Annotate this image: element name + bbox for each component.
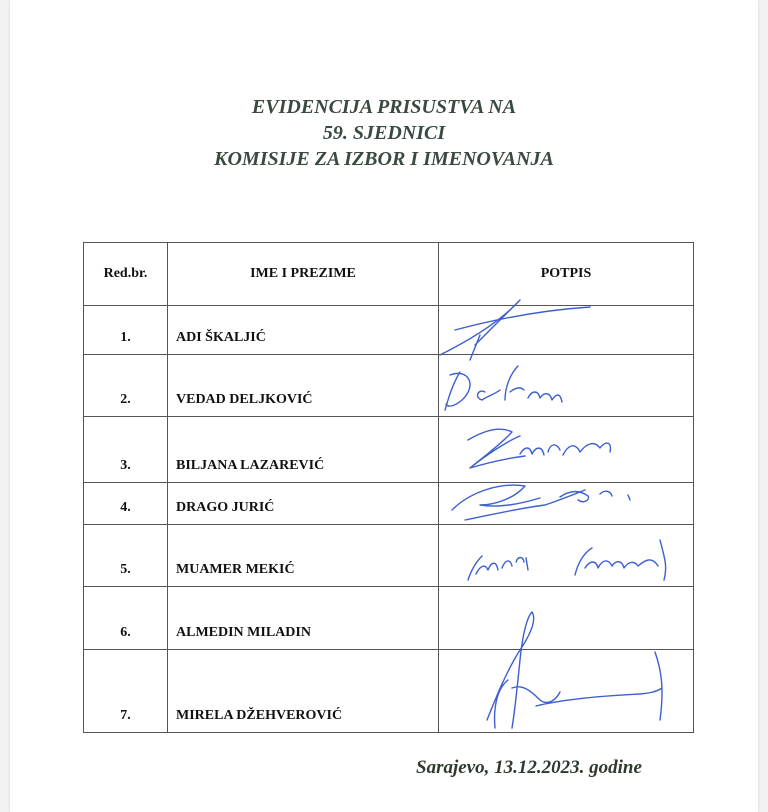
row-number: 6.: [84, 587, 168, 650]
signature-cell: [439, 306, 694, 355]
table-row: [84, 483, 694, 525]
title-line-3: KOMISIJE ZA IZBOR I IMENOVANJA: [214, 148, 554, 170]
member-name: ADI ŠKALJIĆ: [168, 306, 439, 355]
table-row: [84, 306, 694, 355]
signature-cell: [439, 483, 694, 525]
header-name: IME I PREZIME: [168, 243, 439, 306]
table-row: [84, 355, 694, 417]
document-title: [0, 94, 768, 172]
member-name: DRAGO JURIĆ: [168, 483, 439, 525]
row-number: 5.: [84, 525, 168, 587]
table-row: [84, 417, 694, 483]
member-name: MIRELA DŽEHVEROVIĆ: [168, 650, 439, 733]
header-number: Red.br.: [84, 243, 168, 306]
table-row: [84, 650, 694, 733]
table-row: [84, 587, 694, 650]
signature-cell: [439, 525, 694, 587]
table-header-row: [84, 243, 694, 306]
header-signature: POTPIS: [439, 243, 694, 306]
row-number: 4.: [84, 483, 168, 525]
row-number: 7.: [84, 650, 168, 733]
signature-cell: [439, 587, 694, 650]
row-number: 1.: [84, 306, 168, 355]
title-line-1: EVIDENCIJA PRISUSTVA NA: [251, 96, 517, 118]
signature-cell: [439, 417, 694, 483]
row-number: 2.: [84, 355, 168, 417]
member-name: MUAMER MEKIĆ: [168, 525, 439, 587]
title-line-2: 59. SJEDNICI: [322, 122, 446, 144]
table-row: [84, 525, 694, 587]
row-number: 3.: [84, 417, 168, 483]
signature-cell: [439, 650, 694, 733]
member-name: VEDAD DELJKOVIĆ: [168, 355, 439, 417]
member-name: BILJANA LAZAREVIĆ: [168, 417, 439, 483]
place-and-date: Sarajevo, 13.12.2023. godine: [416, 757, 642, 778]
attendance-table: [83, 242, 694, 733]
member-name: ALMEDIN MILADIN: [168, 587, 439, 650]
signature-cell: [439, 355, 694, 417]
